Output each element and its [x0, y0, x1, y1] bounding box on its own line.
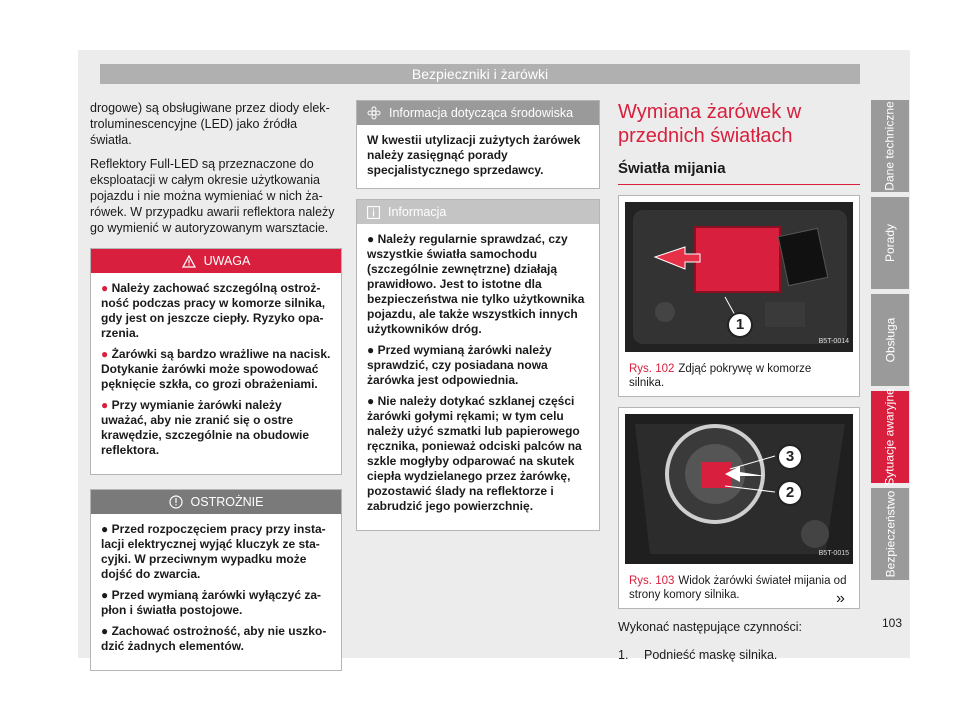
info-header	[357, 200, 599, 224]
flower-icon	[367, 106, 381, 120]
figure-code: B5T-0015	[818, 550, 849, 557]
info-circle-icon	[169, 495, 183, 509]
caution-box	[90, 489, 342, 671]
section-subtitle: Światła mijania	[618, 160, 860, 185]
figure-caption: Rys. 103 Widok żarówki świateł mijania od strony komory silnika.	[629, 575, 847, 601]
figure-102	[618, 195, 860, 397]
caution-title: OSTROŻNIE	[190, 495, 264, 509]
list-item: ● Nie należy dotykać szklanej części żarówki gołymi rękami; w tym celu należy użyć szmatki lub papierowego ręcznika, ponieważ odciski palców na szkle mogłyby odparować na skutek ciepła wydzielanego przez żarówkę, pozostawić ślady na reflektorze i zabrudzić jego powierzchnię.	[367, 394, 582, 513]
info-title: Informacja	[388, 205, 447, 219]
list-item: ● Przed wymianą żarówki wyłączyć zapłon i światła postojowe.	[101, 588, 322, 617]
page-number: 103	[882, 616, 903, 630]
middle-column	[356, 100, 600, 541]
info-body	[357, 224, 599, 530]
environment-box	[356, 100, 600, 189]
running-header: Bezpieczniki i żarówki	[100, 64, 860, 84]
headlight-cover-photo	[625, 202, 853, 352]
figure-103	[618, 407, 860, 609]
warning-box	[90, 248, 342, 475]
environment-header	[357, 101, 599, 125]
environment-text: W kwestii utylizacji zużytych żarówek należy zasięgnąć porady specjalistycznego sprzedawcy.	[367, 133, 581, 177]
left-column	[90, 100, 342, 671]
tab-porady[interactable]: Porady	[871, 197, 909, 289]
tab-sytuacje-awaryjne[interactable]: Sytuacje awaryjne	[871, 391, 909, 483]
section-title: Wymiana żarówek w przednich światłach	[618, 101, 802, 147]
right-column	[618, 100, 860, 663]
continue-marker: »	[836, 590, 845, 607]
list-item: ● Należy zachować szczególną ostrożność podczas pracy w komorze silnika, gdy jest on jeszcze ciepły. Ryzyko oparzenia.	[101, 281, 326, 340]
list-item: ● Należy regularnie sprawdzać, czy wszystkie światła samochodu (szczególnie zewnętrzne) działają prawidłowo. Jest to istotne dla bezpieczeństwa nie tylko użytkownika pojazdu, ale także wszystkich innych użytkowników dróg.	[367, 232, 585, 336]
tab-obsluga[interactable]: Obsługa	[871, 294, 909, 386]
tab-bezpieczenstwo[interactable]: Bezpieczeństwo	[871, 488, 909, 580]
warning-header	[91, 249, 341, 273]
warning-triangle-icon	[182, 255, 196, 268]
callout-2: 2	[777, 480, 803, 506]
warning-title: UWAGA	[203, 254, 251, 268]
callout-3: 3	[777, 444, 803, 470]
list-item: ● Zachować ostrożność, aby nie uszkodzić żadnych elementów.	[101, 624, 327, 653]
list-item: ● Przy wymianie żarówki należy uważać, aby nie zranić się o ostre krawędzie, szczególnie na obudowie reflektora.	[101, 398, 310, 457]
list-item: ● Przed rozpoczęciem pracy przy instalacji elektrycznej wyjąć kluczyk ze stacyjki. W przeciwnym wypadku może dojść do zwarcia.	[101, 522, 326, 581]
paragraph: drogowe) są obsługiwane przez diody elektroluminescencyjne (LED) jako źródła światła.	[90, 101, 330, 147]
chapter-tabs	[871, 100, 909, 585]
tab-dane-techniczne[interactable]: Dane techniczne	[871, 100, 909, 192]
figure-code: B5T-0014	[818, 338, 849, 345]
list-item: ● Przed wymianą żarówki należy sprawdzić, czy posiadana nowa żarówka jest odpowiednia.	[367, 343, 552, 387]
paragraph: Reflektory Full-LED są przeznaczone do eksploatacji w całym okresie użytkowania pojazdu i nie można wymieniać w nich żarówek. W przypadku awarii reflektora należy go wymienić w autoryzowanym warsztacie.	[90, 157, 335, 235]
caution-header	[91, 490, 341, 514]
warning-body	[91, 273, 341, 474]
list-item: ● Żarówki są bardzo wrażliwe na nacisk. Dotykanie żarówki może spowodować pęknięcie szkła, co grozi obrażeniami.	[101, 347, 331, 391]
steps-intro: Wykonać następujące czynności:	[618, 620, 803, 634]
step-item: 1. Podnieść maskę silnika.	[618, 648, 778, 662]
lowbeam-bulb-photo	[625, 414, 853, 564]
caution-body	[91, 514, 341, 670]
info-box	[356, 199, 600, 531]
info-square-icon	[367, 206, 380, 219]
figure-caption: Rys. 102 Zdjąć pokrywę w komorze silnika.	[629, 363, 812, 389]
callout-1: 1	[727, 312, 753, 338]
environment-title: Informacja dotycząca środowiska	[389, 106, 574, 120]
